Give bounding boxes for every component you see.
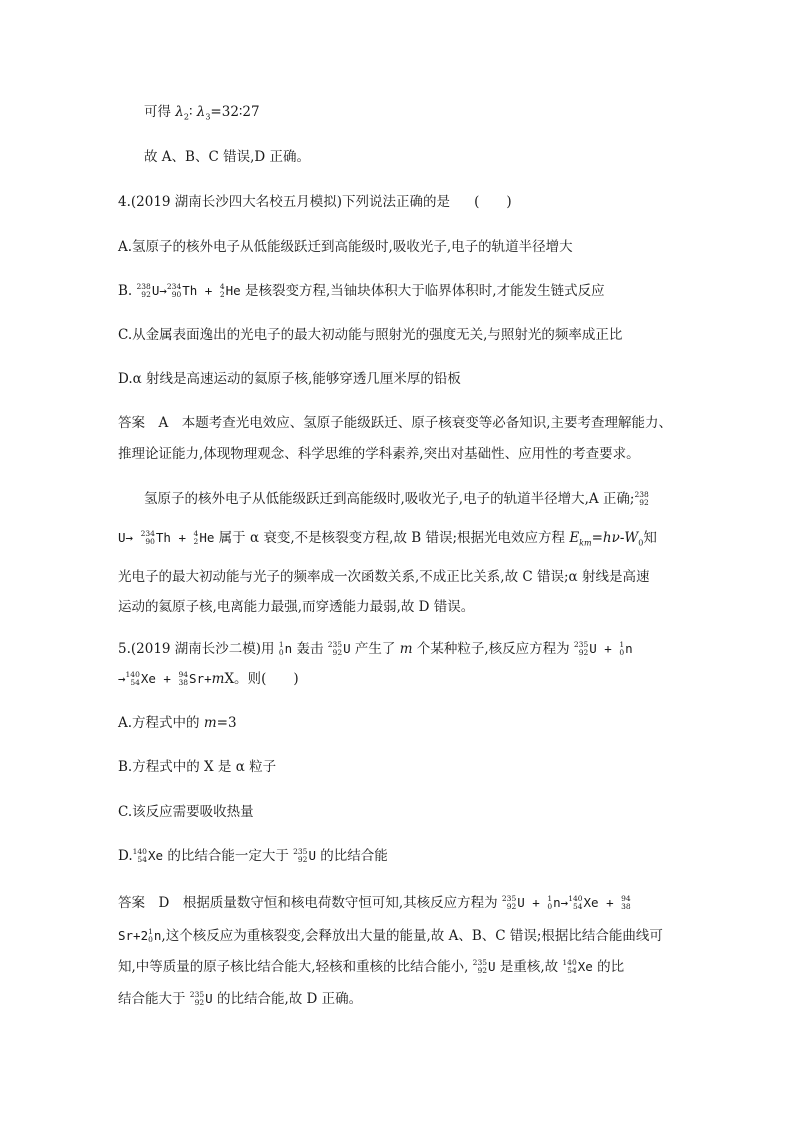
question-4-option-d: D.α 射线是高速运动的氦原子核,能够穿透几厘米厚的铅板	[118, 371, 461, 387]
question-4-answer-line-2: 推理论证能力,体现物理观念、科学思维的学科素养,突出对基础性、应用性的考查要求。	[118, 446, 640, 462]
question-5-option-a: A.方程式中的 m=3	[118, 715, 237, 731]
question-4-option-a: A.氢原子的核外电子从低能级跃迁到高能级时,吸收光子,电子的轨道半径增大	[118, 239, 573, 255]
question-4-explanation-line-4: 运动的氦原子核,电离能力最强,而穿透能力最弱,故 D 错误。	[118, 599, 475, 615]
ratio-line: 可得 $\lambda_2∶$ $\lambda_3=32∶27$	[144, 104, 260, 122]
question-5-stem-line-1: 5.(2019 湖南长沙二模)用 1 0 n 轰击 235 92 U 产生了 m 个某种粒子,核反应方程为 235 92 U + 1 0 n	[118, 639, 633, 657]
question-4-option-b: B. 238 92 U→ 234 90 Th + 4 2 He 是核裂变方程,当铀块体积大于临界体积时,才能发生链式反应	[118, 281, 605, 299]
question-5-option-b: B.方程式中的 X 是 α 粒子	[118, 759, 277, 775]
question-4-answer-line-1: 答案 A 本题考查光电效应、氢原子能级跃迁、原子核衰变等必备知识,主要考查理解能力、	[118, 415, 673, 431]
question-5-answer-line-4: 结合能大于 235 92 U 的比结合能,故 D 正确。	[118, 989, 363, 1007]
question-5-option-c: C.该反应需要吸收热量	[118, 804, 254, 820]
question-4-explanation-line-1: 氢原子的核外电子从低能级跃迁到高能级时,吸收光子,电子的轨道半径增大,A 正确; 238 92	[144, 489, 649, 507]
question-5-answer-line-3: 知,中等质量的原子核比结合能大,轻核和重核的比结合能小, 235 92 U 是重核,故 140 54 Xe 的比	[118, 957, 625, 975]
conclusion-line: 故 A、B、C 错误,D 正确。	[144, 149, 310, 165]
question-4-explanation-line-2: U→ 234 90 Th + 4 2 He 属于 α 衰变,不是核裂变方程,故 B 错误;根据光电效应方程 $E_{km}=h\nu-W_0$知	[118, 528, 657, 548]
question-5-stem-line-2: → 140 54 Xe + 94 38 Sr+mX。则( )	[118, 669, 299, 687]
question-4-stem: 4.(2019 湖南长沙四大名校五月模拟)下列说法正确的是 ( )	[118, 194, 512, 210]
question-4-explanation-line-3: 光电子的最大初动能与光子的频率成一次函数关系,不成正比关系,故 C 错误;α 射线是高速	[118, 569, 650, 585]
question-5-answer-line-2: Sr+2 1 0 n,这个核反应为重核裂变,会释放出大量的能量,故 A、B、C 错误;根据比结合能曲线可	[118, 926, 663, 944]
question-5-option-d: D. 140 54 Xe 的比结合能一定大于 235 92 U 的比结合能	[118, 846, 388, 864]
question-4-option-c: C.从金属表面逸出的光电子的最大初动能与照射光的强度无关,与照射光的频率成正比	[118, 327, 623, 343]
question-5-answer-line-1: 答案 D 根据质量数守恒和核电荷数守恒可知,其核反应方程为 235 92 U + 1 0 n→ 140 54 Xe + 94 38	[118, 893, 631, 911]
